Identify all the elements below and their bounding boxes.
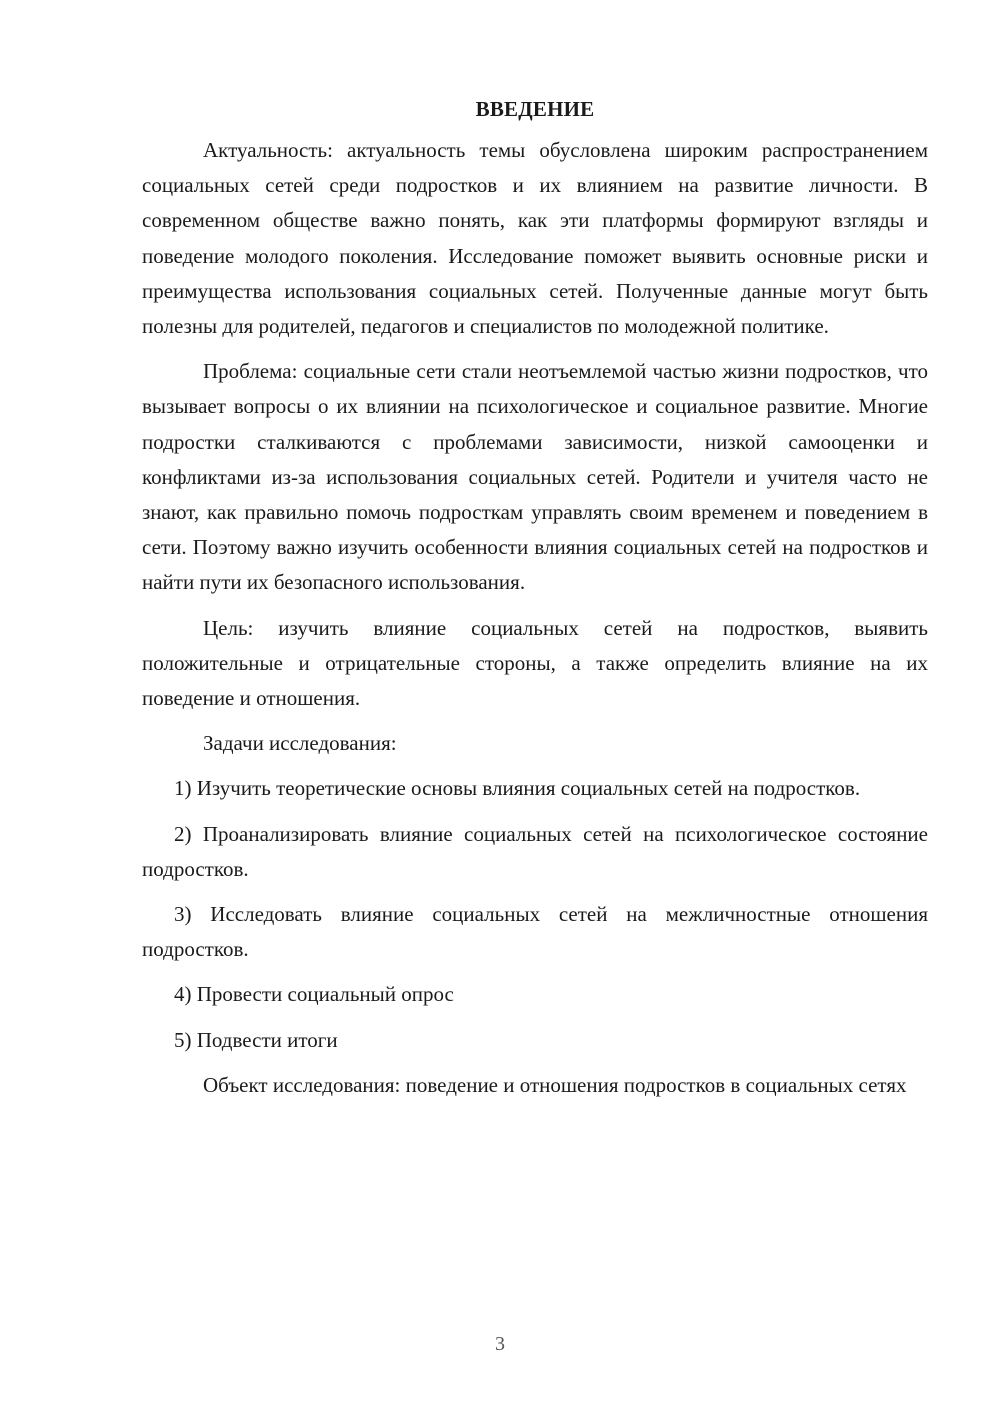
paragraph-goal: Цель: изучить влияние социальных сетей на подростков, выявить положительные и отрицательные стороны, а также определить влияние на их поведение и отношения. [142, 615, 928, 711]
task-item-5: 5) Подвести итоги [174, 1027, 338, 1052]
task-item-2: 2) Проанализировать влияние социальных сетей на психологическое состояние подростков. [142, 821, 928, 881]
paragraph-relevance: Актуальность: актуальность темы обусловлена широким распространением социальных сетей среди подростков и их влиянием на развитие личности. В современном обществе важно понять, как эти платформы формируют взгляды и поведение молодого поколения. Исследование поможет выявить основные риски и преимущества использования социальных сетей. Полученные данные могут быть полезны для родителей, педагогов и специалистов по молодежной политике. [142, 138, 928, 339]
document-page [142, 92, 928, 1113]
task-item-3: 3) Исследовать влияние социальных сетей на межличностные отношения подростков. [142, 902, 928, 962]
task-item-1: 1) Изучить теоретические основы влияния социальных сетей на подростков. [174, 776, 861, 801]
tasks-heading: Задачи исследования: [203, 731, 397, 756]
paragraph-problem: Проблема: социальные сети стали неотъемлемой частью жизни подростков, что вызывает вопросы о их влиянии на психологическое и социальное развитие. Многие подростки сталкиваются с проблемами зависимости, низкой самооценки и конфликтами из-за использования социальных сетей. Родители и учителя часто не знают, как правильно помочь подросткам управлять своим временем и поведением в сети. Поэтому важно изучить особенности влияния социальных сетей на подростков и найти пути их безопасного использования. [142, 359, 928, 595]
section-title: ВВЕДЕНИЕ [475, 97, 595, 121]
task-item-4: 4) Провести социальный опрос [174, 982, 454, 1007]
page-number: 3 [495, 1333, 505, 1355]
paragraph-object: Объект исследования: поведение и отношения подростков в социальных сетях [203, 1072, 907, 1097]
